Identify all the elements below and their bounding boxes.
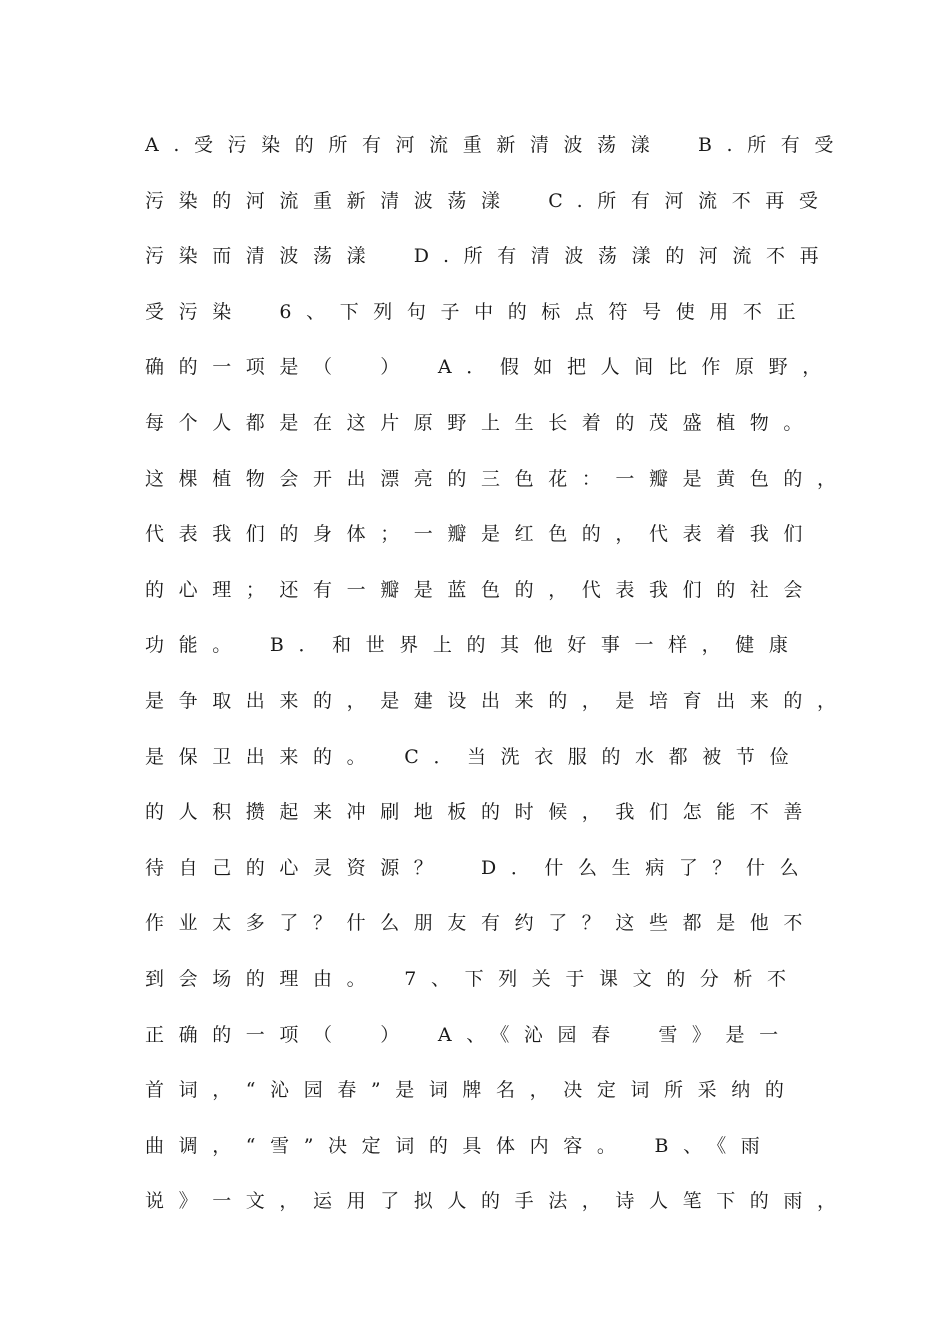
text-line: 这棵植物会开出漂亮的三色花：一瓣是黄色的， [145, 467, 851, 490]
text-line: 曲调，“雪”决定词的具体内容。 B、《雨 [145, 1134, 775, 1157]
text-line: 污染而清波荡漾 D.所有清波荡漾的河流不再 [145, 245, 834, 268]
text-line: 待自己的心灵资源？ D．什么生病了？什么 [145, 856, 814, 879]
text-line: 到会场的理由。 7、下列关于课文的分析不 [145, 967, 801, 990]
text-line: 首词，“沁园春”是词牌名，决定词所采纳的 [145, 1079, 799, 1102]
text-line: 的人积攒起来冲刷地板的时候，我们怎能不善 [145, 801, 818, 824]
text-line: 是争取出来的，是建设出来的，是培育出来的， [145, 689, 851, 712]
text-line: 代表我们的身体；一瓣是红色的，代表着我们 [145, 523, 818, 546]
text-line: 是保卫出来的。 C．当洗衣服的水都被节俭 [145, 745, 804, 768]
text-line: 确的一项是（ ） A．假如把人间比作原野， [145, 356, 836, 379]
text-line: 作业太多了？什么朋友有约了？这些都是他不 [145, 912, 818, 935]
text-line: 正确的一项（ ） A、《沁园春 雪》是一 [145, 1023, 793, 1046]
text-line: 受污染 6、下列句子中的标点符号使用不正 [145, 300, 811, 323]
text-line: 的心理；还有一瓣是蓝色的，代表我们的社会 [145, 578, 818, 601]
body-text [145, 127, 851, 1239]
text-line: 污染的河流重新清波荡漾 C.所有河流不再受 [145, 189, 833, 212]
text-line: 说》一文，运用了拟人的手法，诗人笔下的雨， [145, 1190, 851, 1213]
text-line: 每个人都是在这片原野上生长着的茂盛植物。 [145, 411, 818, 434]
text-line: 功能。 B．和世界上的其他好事一样，健康 [145, 634, 803, 657]
text-line: A.受污染的所有河流重新清波荡漾 B.所有受 [145, 134, 848, 156]
